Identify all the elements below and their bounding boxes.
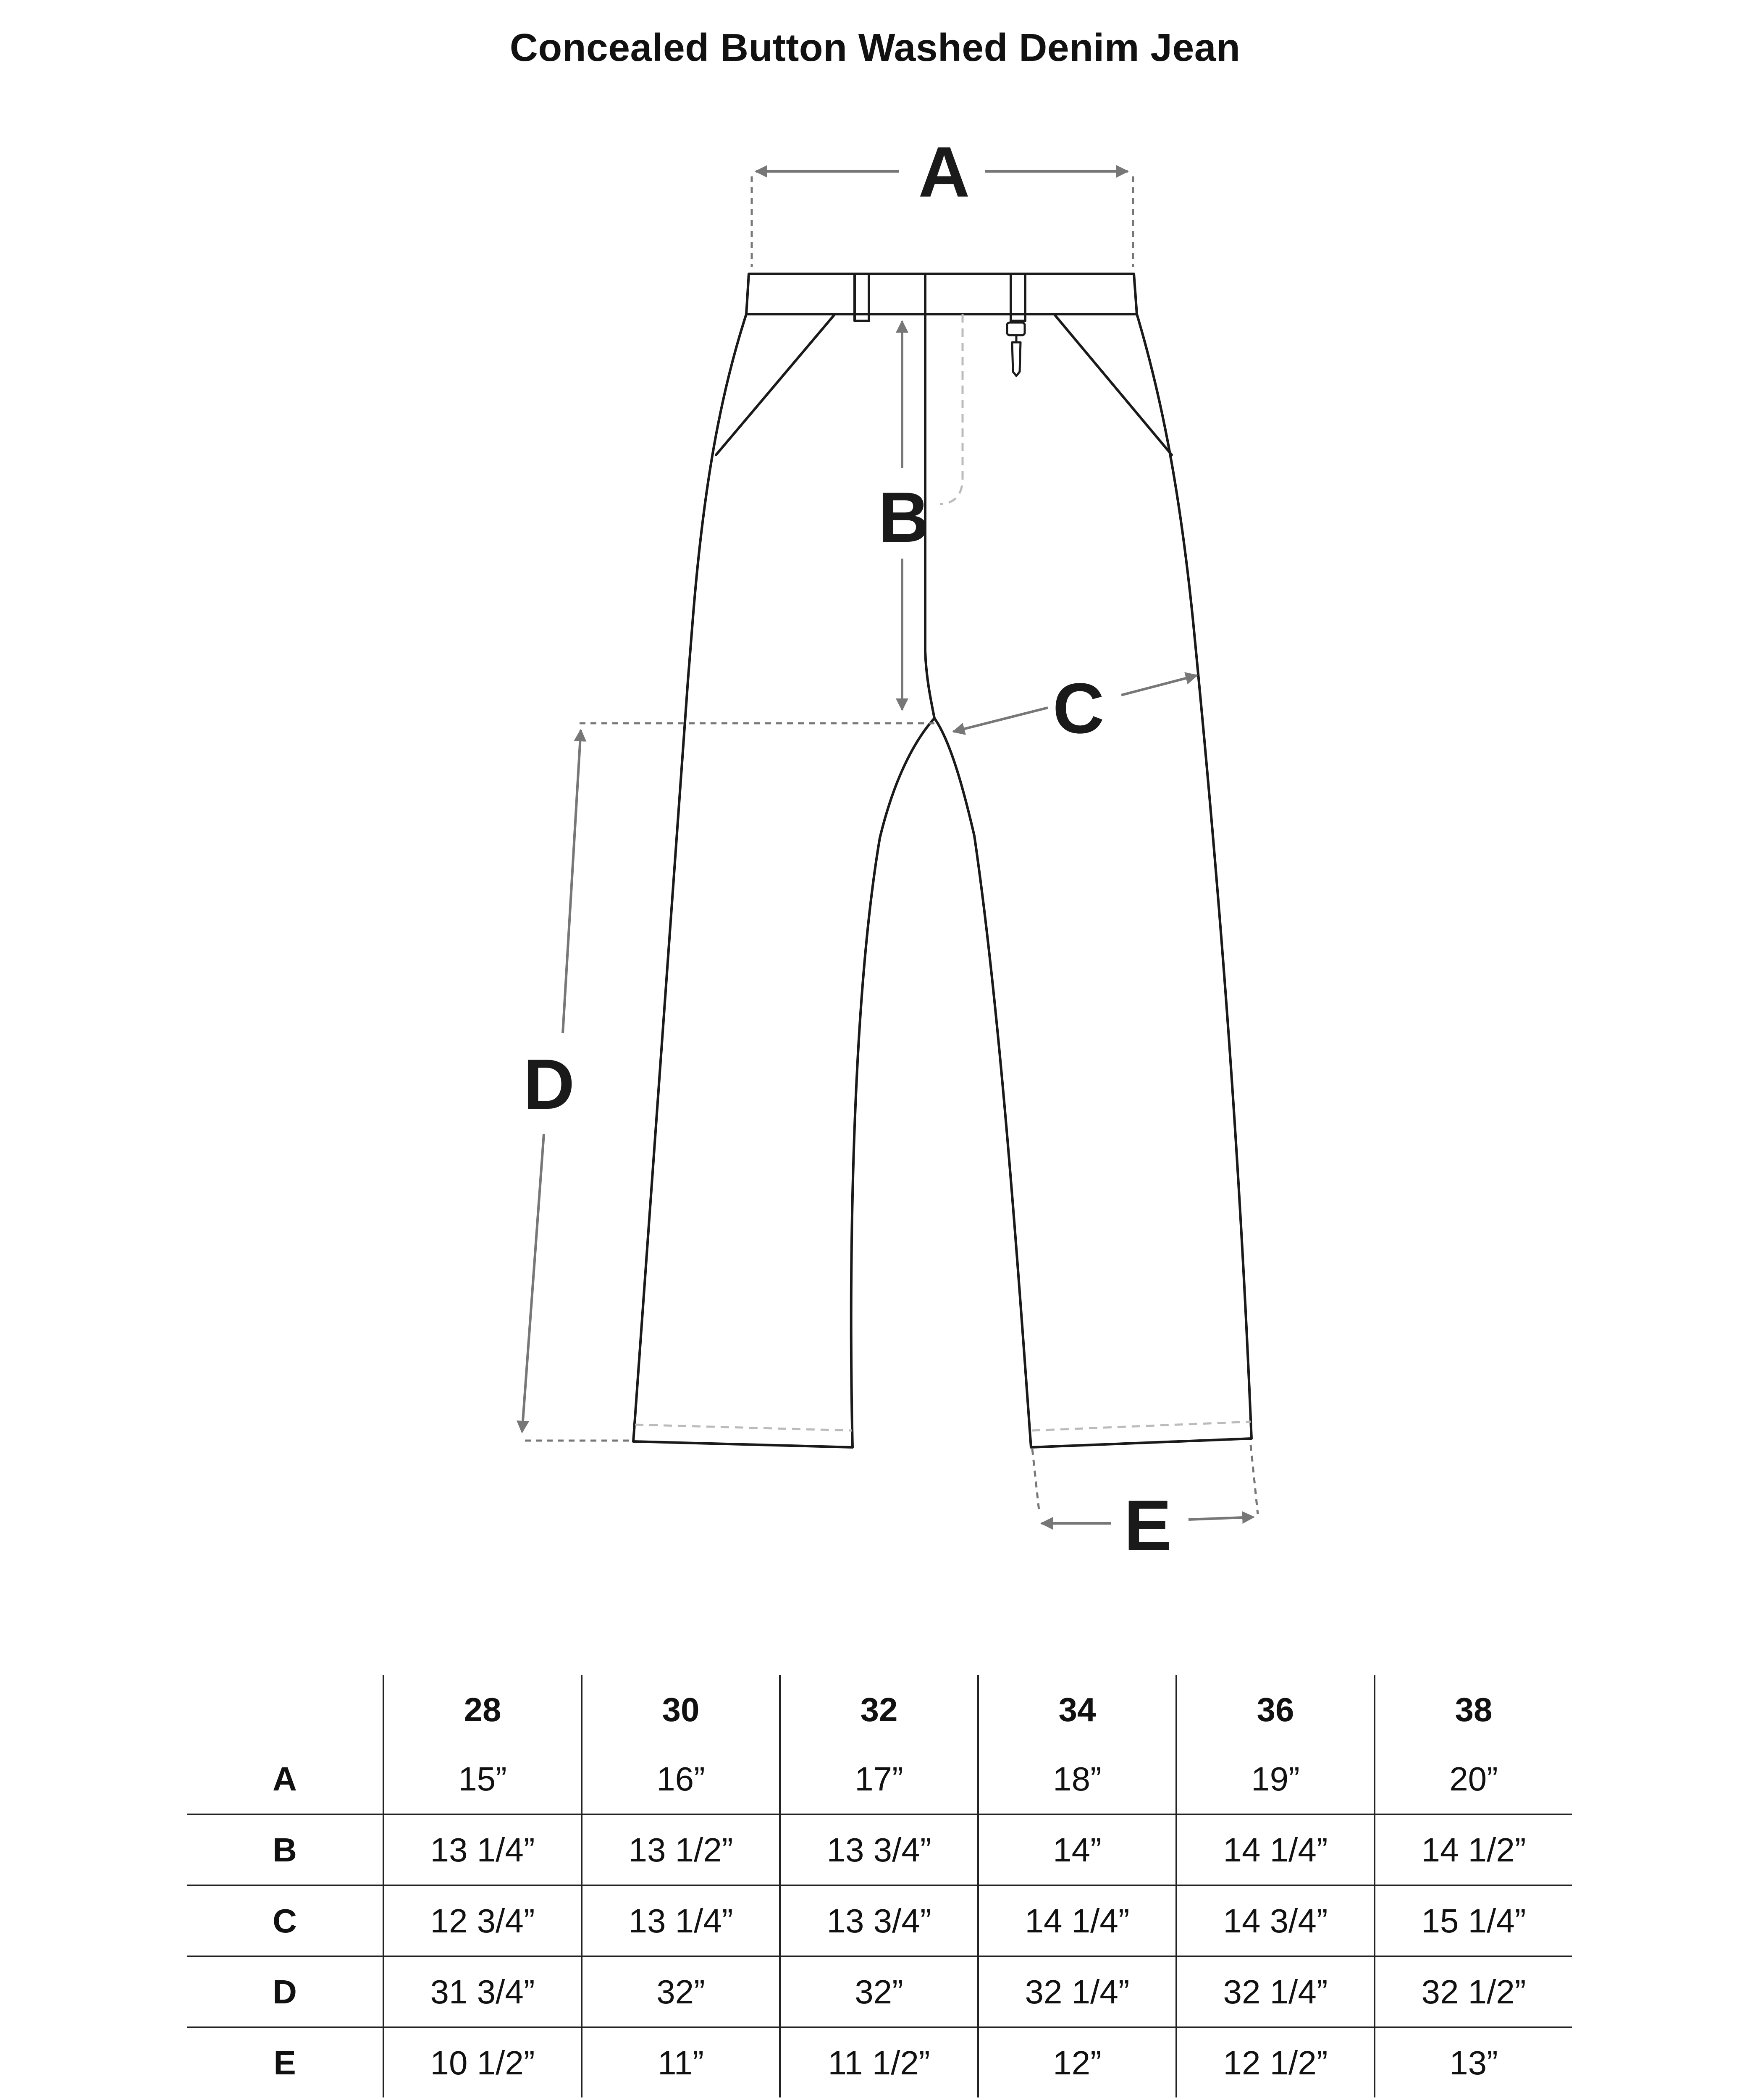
right-leg-outline (925, 314, 1251, 1447)
arrow-d-bottom (522, 1134, 544, 1432)
table-cell: 10 1/2” (383, 2027, 582, 2097)
size-header-34: 34 (978, 1675, 1176, 1744)
table-cell: 17” (780, 1744, 978, 1814)
size-header-36: 36 (1176, 1675, 1375, 1744)
label-c: C (1052, 669, 1105, 748)
guide-e-left (1032, 1449, 1039, 1514)
arrow-e-right (1189, 1517, 1254, 1520)
pocket-left (716, 314, 835, 455)
table-cell: 14 1/2” (1375, 1814, 1572, 1885)
page-title: Concealed Button Washed Denim Jean (509, 26, 1241, 69)
row-label-c: C (187, 1885, 383, 1956)
row-label-e: E (187, 2027, 383, 2097)
size-header-28: 28 (383, 1675, 582, 1744)
guide-lines (525, 176, 1258, 1514)
size-header-38: 38 (1375, 1675, 1572, 1744)
table-row (187, 1814, 1572, 1885)
table-cell: 18” (978, 1744, 1176, 1814)
table-cell: 12 3/4” (383, 1885, 582, 1956)
guide-e-right (1251, 1445, 1258, 1514)
label-d: D (523, 1045, 575, 1124)
table-cell: 13” (1375, 2027, 1572, 2097)
table-cell: 15 1/4” (1375, 1885, 1572, 1956)
table-cell: 12” (978, 2027, 1176, 2097)
table-cell: 31 3/4” (383, 1956, 582, 2027)
label-e: E (1124, 1486, 1172, 1565)
table-cell: 32 1/2” (1375, 1956, 1572, 2027)
table-cell: 32” (780, 1956, 978, 2027)
hem-stitch-left (635, 1425, 852, 1431)
table-row (187, 1885, 1572, 1956)
table-cell: 32” (582, 1956, 780, 2027)
table-cell: 32 1/4” (978, 1956, 1176, 2027)
table-cell: 19” (1176, 1744, 1375, 1814)
table-cell: 13 3/4” (780, 1885, 978, 1956)
pocket-right (1054, 314, 1172, 455)
label-a: A (918, 132, 970, 212)
row-label-b: B (187, 1814, 383, 1885)
table-cell: 14 1/4” (1176, 1814, 1375, 1885)
table-row (187, 1744, 1572, 1814)
table-cell: 20” (1375, 1744, 1572, 1814)
table-header-row (187, 1675, 1572, 1744)
arrow-d-top (563, 730, 581, 1033)
fly-stitch (940, 314, 963, 504)
table-cell: 13 1/2” (582, 1814, 780, 1885)
table-cell: 13 3/4” (780, 1814, 978, 1885)
row-label-d: D (187, 1956, 383, 2027)
table-cell: 32 1/4” (1176, 1956, 1375, 2027)
table-cell: 14 3/4” (1176, 1885, 1375, 1956)
table-cell: 13 1/4” (383, 1814, 582, 1885)
label-b: B (878, 478, 930, 557)
arrow-c-right (1121, 675, 1197, 695)
size-header-30: 30 (582, 1675, 780, 1744)
table-cell: 15” (383, 1744, 582, 1814)
dimension-arrows (522, 171, 1254, 1523)
table-cell: 16” (582, 1744, 780, 1814)
size-chart-table (187, 1675, 1572, 2097)
size-header-32: 32 (780, 1675, 978, 1744)
table-row (187, 1956, 1572, 2027)
stitching (635, 314, 1251, 1431)
zipper-pull (1007, 323, 1025, 376)
jean-outline (633, 274, 1251, 1447)
arrow-c-left (953, 708, 1048, 732)
hem-stitch-right (1032, 1422, 1251, 1431)
table-cell: 11 1/2” (780, 2027, 978, 2097)
table-cell: 14 1/4” (978, 1885, 1176, 1956)
table-cell: 11” (582, 2027, 780, 2097)
waistband (746, 274, 1137, 314)
row-label-a: A (273, 1760, 297, 1798)
table-cell: 14” (978, 1814, 1176, 1885)
table-corner-cell (187, 1675, 383, 1744)
table-cell: 12 1/2” (1176, 2027, 1375, 2097)
table-cell: 13 1/4” (582, 1885, 780, 1956)
table-row (187, 2027, 1572, 2097)
